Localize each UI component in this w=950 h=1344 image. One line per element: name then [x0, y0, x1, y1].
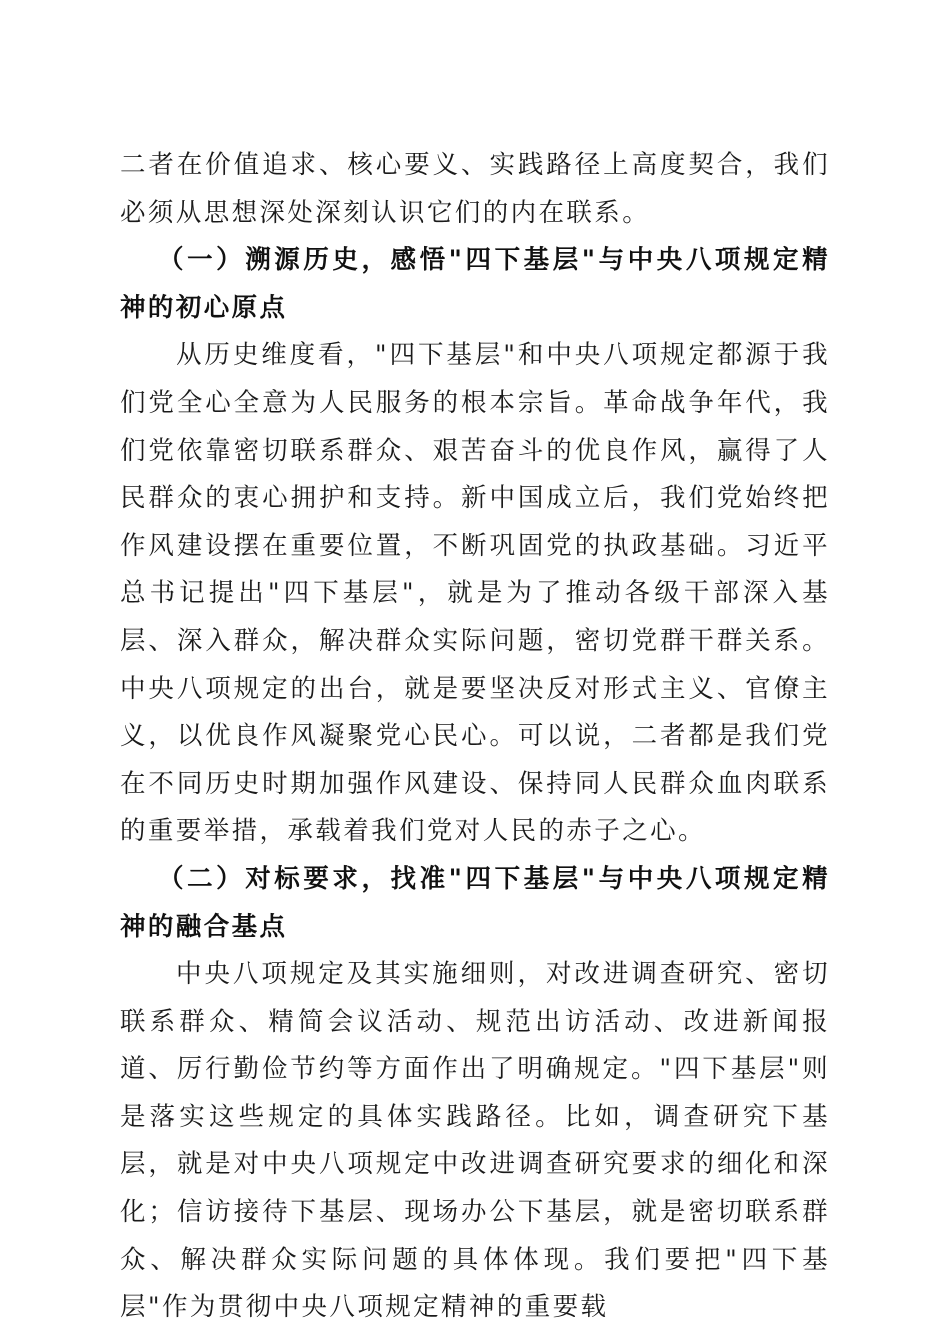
paragraph-requirements: 中央八项规定及其实施细则，对改进调查研究、密切联系群众、精简会议活动、规范出访活动、改进新闻报道、厉行勤俭节约等方面作出了明确规定。"四下基层"则是落实这些规定的具体实践路径。比如，调查研究下基层，就是对中央八项规定中改进调查研究要求的细化和深化；信访接待下基层、现场办公下基层，就是密切联系群众、解决群众实际问题的具体体现。我们要把"四下基层"作为贯彻中央八项规定精神的重要载 [120, 959, 830, 1323]
paragraph-history: 从历史维度看，"四下基层"和中央八项规定都源于我们党全心全意为人民服务的根本宗旨。革命战争年代，我们党依靠密切联系群众、艰苦奋斗的优良作风，赢得了人民群众的衷心拥护和支持。新中国成立后，我们党始终把作风建设摆在重要位置，不断巩固党的执政基础。习近平总书记提出"四下基层"，就是为了推动各级干部深入基层、深入群众，解决群众实际问题，密切党群干群关系。中央八项规定的出台，就是要坚决反对形式主义、官僚主义，以优良作风凝聚党心民心。可以说，二者都是我们党在不同历史时期加强作风建设、保持同人民群众血肉联系的重要举措，承载着我们党对人民的赤子之心。 [120, 340, 830, 847]
section-heading-two: （二）对标要求，找准"四下基层"与中央八项规定精神的融合基点 [120, 863, 830, 942]
paragraph-continuation: 二者在价值追求、核心要义、实践路径上高度契合，我们必须从思想深处深刻认识它们的内在联系。 [120, 150, 830, 228]
document-body [120, 142, 830, 1332]
section-heading-one: （一）溯源历史，感悟"四下基层"与中央八项规定精神的初心原点 [120, 245, 830, 323]
